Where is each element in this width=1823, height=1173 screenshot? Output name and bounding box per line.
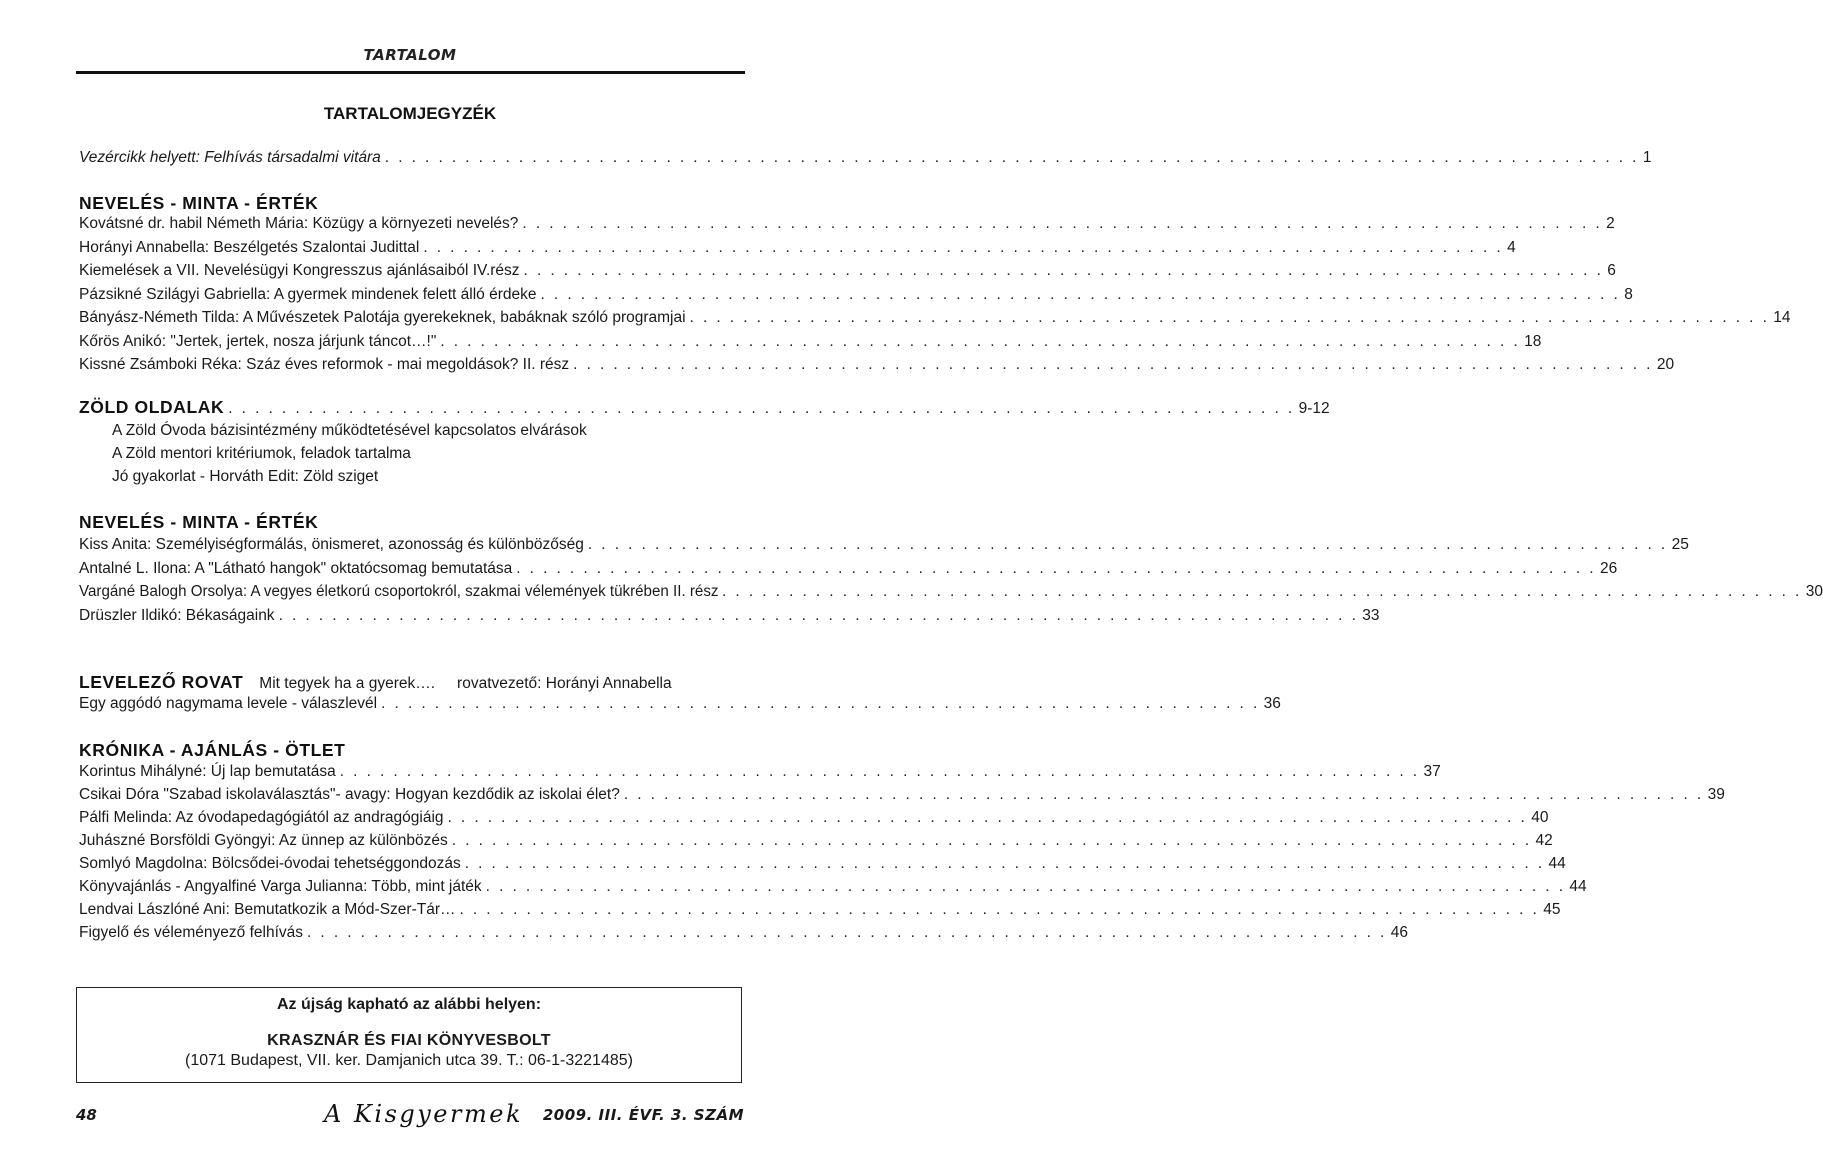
toc-entry[interactable] (79, 332, 1542, 353)
availability-box (76, 987, 742, 1083)
toc-entry-text: Vezércikk helyett: Felhívás társadalmi vitára (79, 149, 381, 166)
page-footer (76, 1100, 744, 1134)
availability-intro: Az újság kapható az alábbi helyen: (276, 996, 542, 1013)
dot-leader: . . . . . . . . . . . . . . . . . . . . . . . . . . . . . . . . . . . . . . . . . . . . . . . . . . . . . . . . . . . . . . . . . . . . . . . . . . . . . . . . . (440, 332, 1521, 350)
magazine-title: A Kisgyermek (324, 1100, 523, 1128)
toc-entry-text: Pálfi Melinda: Az óvodapedagógiától az andragógiáig (79, 809, 444, 826)
toc-entry[interactable] (79, 559, 1618, 580)
toc-entry[interactable] (79, 832, 1553, 852)
toc-entry-text: Somlyó Magdolna: Bölcsődei-óvodai tehetséggondozás (79, 855, 461, 872)
toc-title: TARTALOMJEGYZÉK (323, 104, 497, 123)
toc-entry-zold-oldalak[interactable] (79, 397, 1330, 418)
toc-entry-intro[interactable] (79, 149, 1652, 169)
toc-entry-page: 36 (1263, 695, 1281, 712)
toc-entry-page: 4 (1507, 238, 1516, 256)
toc-entry-page: 2 (1606, 215, 1615, 232)
toc-entry-page: 6 (1607, 262, 1616, 279)
toc-entry-text: Kovátsné dr. habil Németh Mária: Közügy a környezeti nevelés? (79, 215, 519, 232)
toc-entry[interactable] (79, 215, 1615, 235)
toc-entry-text: Horányi Annabella: Beszélgetés Szalontai Judittal (79, 238, 420, 256)
dot-leader: . . . . . . . . . . . . . . . . . . . . . . . . . . . . . . . . . . . . . . . . . . . . . . . . . . . . . . . . . . . . . . . . . . . . . . . . . . . . . . . . . (423, 238, 1504, 256)
toc-entry-letter[interactable] (79, 695, 1281, 715)
toc-entry[interactable] (79, 786, 1725, 806)
section-heading-neveles-1: NEVELÉS - MINTA - ÉRTÉK (79, 193, 319, 213)
letters-topic: Mit tegyek ha a gyerek…. (259, 675, 436, 692)
toc-entry-page: 39 (1707, 786, 1725, 803)
toc-entry-text: Könyvajánlás - Angyalfiné Varga Julianna: Több, mint játék (79, 878, 482, 895)
dot-leader: . . . . . . . . . . . . . . . . . . . . . . . . . . . . . . . . . . . . . . . . . . . . . . . . . . . . . . . . . . . . . . . . . . . . . . . . . . . . . . . . . (447, 809, 1528, 826)
toc-entry[interactable] (79, 356, 1675, 376)
toc-entry-text: Vargáné Balogh Orsolya: A vegyes életkorú csoportokról, szakmai vélemények tükrében II. rész (79, 583, 719, 600)
toc-entry[interactable] (79, 583, 1823, 603)
footer-page-number: 48 (76, 1106, 97, 1124)
dot-leader: . . . . . . . . . . . . . . . . . . . . . . . . . . . . . . . . . . . . . . . . . . . . . . . . . . . . . . . . . . . . . . . . . . . . . . . . . . . . . . . . . (339, 763, 1420, 780)
toc-entry-text: Kiss Anita: Személyiségformálás, önismeret, azonosság és különbözőség (79, 536, 584, 553)
section-heading-kronika: KRÓNIKA - AJÁNLÁS - ÖTLET (79, 740, 346, 760)
issue-info: 2009. III. ÉVF. 3. SZÁM (542, 1106, 744, 1124)
toc-entry[interactable] (79, 238, 1516, 259)
green-sub-item[interactable]: A Zöld Óvoda bázisintézmény működtetésével kapcsolatos elvárások (112, 422, 587, 439)
dot-leader: . . . . . . . . . . . . . . . . . . . . . . . . . . . . . . . . . . . . . . . . . . . . . . . . . . . . . . . . . . . . . . . . . . . . . . . . . . . . . . . . (228, 400, 1295, 417)
toc-entry[interactable] (79, 606, 1380, 627)
toc-entry-page: 30 (1805, 583, 1823, 600)
toc-entry-page: 25 (1671, 536, 1689, 553)
dot-leader: . . . . . . . . . . . . . . . . . . . . . . . . . . . . . . . . . . . . . . . . . . . . . . . . . . . . . . . . . . . . . . . . . . . . . . . . . . . . . . . . . (451, 832, 1532, 849)
toc-entry-text: Lendvai Lászlóné Ani: Bemutatkozik a Mód-Szer-Tár… (79, 901, 456, 918)
toc-entry[interactable] (79, 262, 1616, 282)
dot-leader: . . . . . . . . . . . . . . . . . . . . . . . . . . . . . . . . . . . . . . . . . . . . . . . . . . . . . . . . . . . . . . . . . . . . . . . . . . . . . . . . . (722, 583, 1802, 600)
toc-entry-page: 37 (1423, 763, 1441, 780)
toc-entry-text: Kiemelések a VII. Nevelésügyi Kongresszus ajánlásaiból IV.rész (79, 262, 520, 279)
toc-entry-page: 26 (1600, 559, 1618, 577)
header-rule (76, 71, 745, 74)
toc-entry-text: Korintus Mihályné: Új lap bemutatása (79, 763, 336, 780)
section-heading-neveles-2: NEVELÉS - MINTA - ÉRTÉK (79, 512, 319, 532)
dot-leader: . . . . . . . . . . . . . . . . . . . . . . . . . . . . . . . . . . . . . . . . . . . . . . . . . . . . . . . . . . . . . . . . . . . . . . . . . . . . . . . . . (540, 285, 1621, 303)
dot-leader: . . . . . . . . . . . . . . . . . . . . . . . . . . . . . . . . . . . . . . . . . . . . . . . . . . . . . . . . . . . . . . . . . . . . . . . . . . . . . . . . . (523, 262, 1604, 279)
dot-leader: . . . . . . . . . . . . . . . . . . . . . . . . . . . . . . . . . . . . . . . . . . . . . . . . . . . . . . . . . . . . . . . . . . . . . . . . . . . . . . . . . (573, 356, 1653, 373)
dot-leader: . . . . . . . . . . . . . . . . . . . . . . . . . . . . . . . . . . . . . . . . . . . . . . . . . . . . . . . . . . . . . . . . . . . . . . . . . . . . . . . . . (485, 878, 1566, 895)
toc-entry-text: Figyelő és véleményező felhívás (79, 924, 304, 941)
toc-entry-page: 18 (1524, 332, 1542, 350)
dot-leader: . . . . . . . . . . . . . . . . . . . . . . . . . . . . . . . . . . . . . . . . . . . . . . . . . . . . . . . . . . . . . . . . . . . . . . . . . . . . . . . . . (278, 606, 1359, 624)
section-heading-levelezo: LEVELEZŐ ROVAT (79, 672, 244, 692)
section-heading-zold: ZÖLD OLDALAK (79, 397, 225, 417)
dot-leader: . . . . . . . . . . . . . . . . . . . . . . . . . . . . . . . . . . . . . . . . . . . . . . . . . . . . . . . . . . . . . . . . . . . . . . . . . . . . . . . . . (689, 309, 1770, 326)
dot-leader: . . . . . . . . . . . . . . . . . . . . . . . . . . . . . . . . . . . . . . . . . . . . . . . . . . . . . . . . . . . . . . . . . . . . . . . . . . . . . . . . . (623, 786, 1704, 803)
toc-entry-page: 46 (1390, 924, 1408, 941)
toc-entry-text: Bányász-Németh Tilda: A Művészetek Palotája gyerekeknek, babáknak szóló programjai (79, 309, 686, 326)
toc-entry[interactable] (79, 855, 1566, 875)
dot-leader: . . . . . . . . . . . . . . . . . . . . . . . . . . . . . . . . . . . . . . . . . . . . . . . . . . . . . . . . . . . . . . . . . . . . . . . . . . . . . . . . . (587, 536, 1668, 553)
dot-leader: . . . . . . . . . . . . . . . . . . . . . . . . . . . . . . . . . . . . . . . . . . . . . . . . . . . . . . . . . . . . . . . . . . . . . . . . . . . . . . . . . (459, 901, 1540, 918)
toc-entry-page: 42 (1535, 832, 1553, 849)
toc-entry-text: Egy aggódó nagymama levele - válaszlevél (79, 695, 378, 712)
green-sub-item[interactable]: Jó gyakorlat - Horváth Edit: Zöld sziget (112, 468, 379, 485)
dot-leader: . . . . . . . . . . . . . . . . . . . . . . . . . . . . . . . . . . . . . . . . . . . . . . . . . . . . . . . . . . . . . . . . . . . . . . . . . . . . . . . . . (464, 855, 1545, 872)
toc-entry-page: 33 (1362, 606, 1380, 624)
toc-entry-text: Csikai Dóra "Szabad iskolaválasztás"- avagy: Hogyan kezdődik az iskolai élet? (79, 786, 620, 803)
dot-leader: . . . . . . . . . . . . . . . . . . . . . . . . . . . . . . . . . . . . . . . . . . . . . . . . . . . . . . . . . . . . . . . . . . . . . . . . . . . . . . . . . . . . . . . . . . . . . . (384, 149, 1639, 166)
toc-entry[interactable] (79, 285, 1633, 306)
toc-entry-page: 8 (1624, 285, 1633, 303)
letters-editor: rovatvezető: Horányi Annabella (457, 675, 672, 692)
toc-entry[interactable] (79, 901, 1561, 921)
toc-entry-text: Drüszler Ildikó: Békaságaink (79, 606, 275, 624)
document-page (76, 0, 1823, 1173)
toc-entry-page: 40 (1531, 809, 1549, 826)
green-sub-item[interactable]: A Zöld mentori kritériumok, feladok tartalma (112, 445, 411, 462)
letters-header (79, 672, 672, 693)
toc-entry-page: 44 (1569, 878, 1587, 895)
toc-entry-page: 1 (1642, 149, 1652, 166)
toc-entry-page: 44 (1548, 855, 1566, 872)
toc-entry-page: 45 (1543, 901, 1561, 918)
toc-entry-text: Antalné L. Ilona: A "Látható hangok" oktatócsomag bemutatása (79, 559, 513, 577)
running-title: TARTALOM (363, 46, 457, 64)
toc-entry-text: Kőrös Anikó: "Jertek, jertek, nosza járjunk táncot…!" (79, 332, 437, 350)
dot-leader: . . . . . . . . . . . . . . . . . . . . . . . . . . . . . . . . . . . . . . . . . . . . . . . . . . . . . . . . . . . . . . . . . . . . . . . . . . . . . . . . . (307, 924, 1387, 941)
toc-entry-page: 9-12 (1298, 400, 1330, 417)
toc-entry-page: 14 (1773, 309, 1791, 326)
toc-entry[interactable] (79, 878, 1587, 898)
toc-entry-text: Juhászné Borsföldi Gyöngyi: Az ünnep az különbözés (79, 832, 448, 849)
dot-leader: . . . . . . . . . . . . . . . . . . . . . . . . . . . . . . . . . . . . . . . . . . . . . . . . . . . . . . . . . . . . . . . . . . . . . . . . . . . . . . . . . (516, 559, 1596, 577)
toc-entry[interactable] (79, 763, 1441, 783)
toc-entry-text: Pázsikné Szilágyi Gabriella: A gyermek mindenek felett álló érdeke (79, 285, 537, 303)
toc-entry-text: Kissné Zsámboki Réka: Száz éves reformok - mai megoldások? II. rész (79, 356, 570, 373)
toc-entry[interactable] (79, 309, 1791, 329)
bookshop-address: (1071 Budapest, VII. ker. Damjanich utca 39. T.: 06-1-3221485) (185, 1052, 633, 1069)
toc-entry[interactable] (79, 536, 1689, 556)
bookshop-name: KRASZNÁR ÉS FIAI KÖNYVESBOLT (267, 1032, 551, 1049)
toc-entry[interactable] (79, 809, 1549, 829)
toc-entry[interactable] (79, 924, 1408, 944)
dot-leader: . . . . . . . . . . . . . . . . . . . . . . . . . . . . . . . . . . . . . . . . . . . . . . . . . . . . . . . . . . . . . . . . . . . . . . . . . . . . . . . . . (522, 215, 1603, 232)
dot-leader: . . . . . . . . . . . . . . . . . . . . . . . . . . . . . . . . . . . . . . . . . . . . . . . . . . . . . . . . . . . . . . . . . . (381, 695, 1260, 712)
toc-entry-page: 20 (1656, 356, 1675, 373)
